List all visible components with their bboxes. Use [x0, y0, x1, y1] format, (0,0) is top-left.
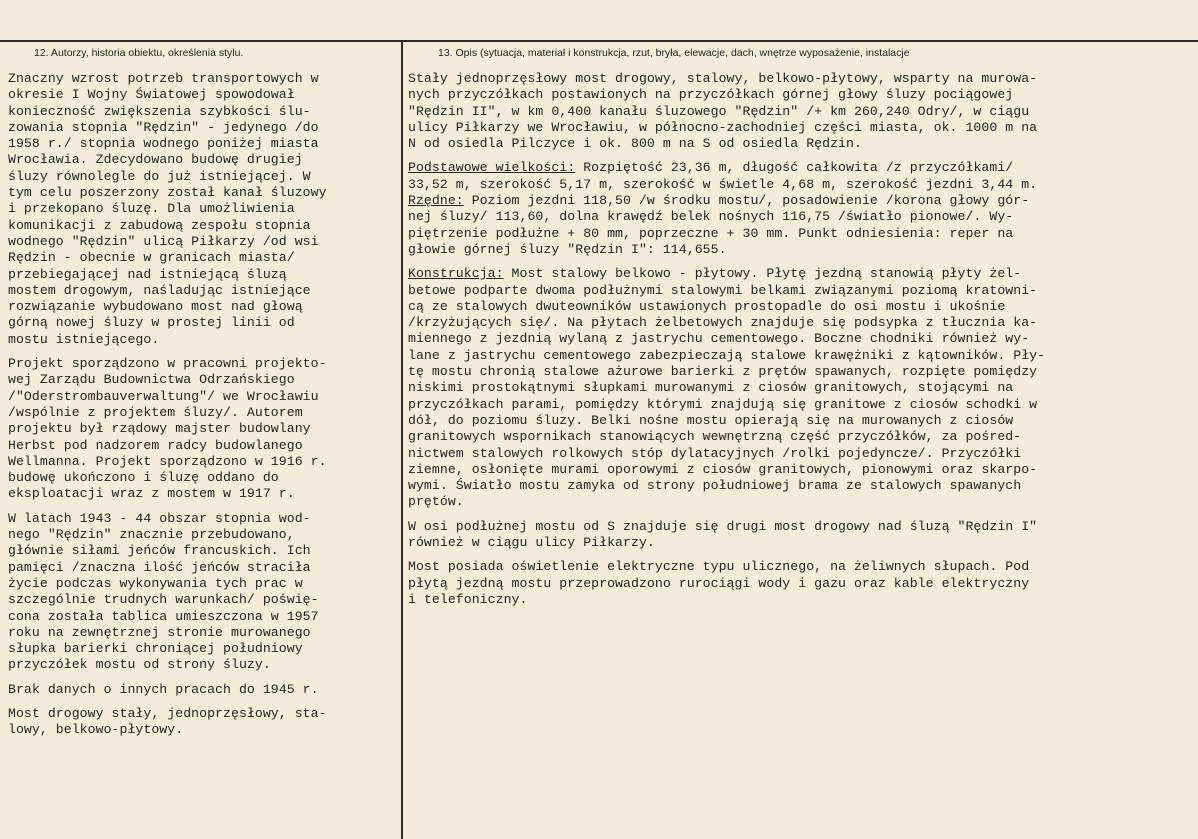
paragraph [8, 356, 400, 503]
paragraph [408, 519, 1196, 552]
text-line: piętrzenie podłużne + 80 mm, poprzeczne + 30 mm. Punkt odniesienia: reper na [408, 225, 1014, 241]
text-line: /wspólnie z projektem śluzy/. Autorem [8, 404, 303, 420]
text-line: eksploatacji wraz z mostem w 1917 r. [8, 486, 295, 502]
text-line: śluzy równolegle do już istniejącej. W [8, 168, 311, 184]
paragraph [8, 706, 400, 739]
text-line: życie podczas wykonywania tych prac w [8, 575, 303, 591]
text-line: mostem drogowym, naśladując istniejące [8, 282, 311, 298]
text-line: projektu był rządowy majster budowlany [8, 421, 311, 437]
text-line: konieczność zwiększenia szybkości ślu- [8, 103, 311, 119]
text-line: Brak danych o innych pracach do 1945 r. [8, 681, 319, 697]
text-line: roku na zewnętrznej stronie murowanego [8, 624, 311, 640]
description-text-column [408, 71, 1196, 616]
column-divider-line [401, 41, 403, 839]
text-line: wej Zarządu Budownictwa Odrzańskiego [8, 372, 295, 388]
text-line: ziemne, osłonięte murami oporowymi z ciosów granitowych, pionowymi oraz skarpo- [408, 461, 1038, 477]
text-line: również w ciągu ulicy Piłkarzy. [408, 535, 655, 551]
header-divider-line [0, 40, 1198, 42]
section-12-header: 12. Autorzy, historia obiektu, określenia stylu. [34, 47, 244, 59]
text-line: Most drogowy stały, jednoprzęsłowy, sta- [8, 705, 327, 721]
text-line: /"Oderstrombauverwaltung"/ we Wrocławiu [8, 388, 319, 404]
text-line: i przekopano śluzę. Dla umożliwienia [8, 201, 295, 217]
text-line: lane z jastrychu cementowego zabezpieczają stalowe krawężniki z kątowników. Pły- [408, 347, 1046, 363]
paragraph [408, 71, 1196, 152]
section-13-header: 13. Opis (sytuacja, materiał i konstrukcja, rzut, bryła, elewacje, dach, wnętrze wyposażenie, instalacje [438, 47, 910, 59]
text-line: Podstawowe wielkości: Rozpiętość 23,36 m, długość całkowita /z przyczółkami/ [408, 160, 1014, 176]
text-line: Most posiada oświetlenie elektryczne typu ulicznego, na żeliwnych słupach. Pod [408, 559, 1030, 575]
text-line: Stały jednoprzęsłowy most drogowy, stalowy, belkowo-płytowy, wsparty na murowa- [408, 71, 1038, 86]
text-line: Herbst pod nadzorem radcy budowlanego [8, 437, 303, 453]
text-line: pamięci /znaczna ilość jeńców straciła [8, 559, 311, 575]
text-line: wymi. Światło mostu zamyka od strony południowej brama ze stalowych spawanych [408, 478, 1022, 494]
text-line: Projekt sporządzono w pracowni projekto- [8, 356, 327, 372]
text-line: nictwem stalowych rolkowych stóp dylatacyjnych /rolki pojedyncze/. Przyczółki [408, 445, 1022, 461]
text-line: głównie siłami jeńców francuskich. Ich [8, 543, 311, 559]
paragraph [8, 511, 400, 674]
text-line: Konstrukcja: Most stalowy belkowo - płytowy. Płytę jezdną stanowią płyty żel- [408, 266, 1022, 282]
text-line: przyczółkach parami, pomiędzy którymi znajdują się granitowe z ciosów schodki w [408, 396, 1038, 412]
text-line: N od osiedla Pilczyce i ok. 800 m na S od osiedla Rędzin. [408, 136, 862, 152]
text-line: rozwiązanie wybudowano most nad głową [8, 299, 303, 315]
text-line: wodnego "Rędzin" ulicą Piłkarzy /od wsi [8, 233, 319, 249]
text-line: słupka barierki chroniącej południowy [8, 641, 303, 657]
text-line: płytą jezdną mostu przeprowadzono rurociągi wody i gazu oraz kable elektryczny [408, 575, 1030, 591]
text-line: lowy, belkowo-płytowy. [8, 722, 184, 738]
text-line: cona została tablica umieszczona w 1957 [8, 608, 319, 624]
paragraph [408, 160, 1196, 258]
text-line: zowania stopnia "Rędzin" - jedynego /do [8, 119, 319, 135]
text-line: /krzyżujących się/. Na płytach żelbetowych znajduje się podsypka z tłucznia ka- [408, 315, 1038, 331]
text-line: nych przyczółkach postawionych na przyczółkach górnej głowy śluzy pociągowej [408, 87, 1014, 103]
text-line: 1958 r./ stopnia wodnego poniżej miasta [8, 136, 319, 152]
text-line: przyczółek mostu od strony śluzy. [8, 657, 271, 673]
text-line: tę mostu chronią stalowe ażurowe barierki z prętów spawanych, rozpięte pomiędzy [408, 364, 1038, 380]
text-line: górną nowej śluzy w prostej linii od [8, 315, 295, 331]
text-line: cą ze stalowych dwuteowników ustawionych prostopadle do osi mostu i ukośnie [408, 298, 1006, 314]
paragraph [408, 559, 1196, 608]
text-line: W latach 1943 - 44 obszar stopnia wod- [8, 510, 311, 526]
text-line: tym celu poszerzony został kanał śluzowy [8, 185, 327, 201]
text-line: Wellmanna. Projekt sporządzono w 1916 r. [8, 453, 327, 469]
text-line: przebiegającej nad istniejącą śluzą [8, 266, 287, 282]
text-line: nej śluzy/ 113,60, dolna krawędź belek nośnych 116,75 /światło pionowe/. Wy- [408, 209, 1014, 225]
text-line: prętów. [408, 494, 464, 510]
text-line: W osi podłużnej mostu od S znajduje się drugi most drogowy nad śluzą "Rędzin I" [408, 518, 1038, 534]
text-line: miennego z jezdnią wylaną z jastrychu cementowego. Boczne chodniki również wy- [408, 331, 1030, 347]
text-line: ulicy Piłkarzy we Wrocławiu, w północno-zachodniej części miasta, ok. 1000 m na [408, 119, 1038, 135]
text-line: Znaczny wzrost potrzeb transportowych w [8, 71, 319, 86]
paragraph [8, 71, 400, 348]
text-line: mostu istniejącego. [8, 331, 160, 347]
text-line: budowę ukończono i śluzę oddano do [8, 470, 279, 486]
text-line: Rzędne: Poziom jezdni 118,50 /w środku mostu/, posadowienie /korona głowy gór- [408, 193, 1030, 209]
text-line: 33,52 m, szerokość 5,17 m, szerokość w świetle 4,68 m, szerokość jezdni 3,44 m. [408, 176, 1038, 192]
text-line: szczególnie trudnych warunkach/ poświę- [8, 592, 319, 608]
text-line: betowe podparte dwoma podłużnymi stalowymi belkami związanymi poziomą kratowni- [408, 282, 1038, 298]
text-line: i telefoniczny. [408, 591, 528, 607]
text-line: niskimi prostokątnymi słupkami murowanymi z ciosów granitowych, stojącymi na [408, 380, 1014, 396]
paragraph [408, 266, 1196, 510]
text-line: "Rędzin II", w km 0,400 kanału śluzowego "Rędzin" /+ km 260,240 Odry/, w ciągu [408, 103, 1030, 119]
text-line: Wrocławia. Zdecydowano budowę drugiej [8, 152, 303, 168]
text-line: nego "Rędzin" znacznie przebudowano, [8, 527, 295, 543]
history-text-column [8, 71, 400, 747]
text-line: granitowych wspornikach stanowiących wewnętrzną część przyczółków, za pośred- [408, 429, 1022, 445]
text-line: dół, do poziomu śluzy. Belki nośne mostu opierają się na murowanych z ciosów [408, 412, 1014, 428]
text-line: okresie I Wojny Światowej spowodował [8, 87, 295, 103]
paragraph [8, 682, 400, 698]
text-line: głowie górnej śluzy "Rędzin I": 114,655. [408, 241, 727, 257]
text-line: Rędzin - obecnie w granicach miasta/ [8, 250, 295, 266]
text-line: komunikacji z zabudową zespołu stopnia [8, 217, 311, 233]
